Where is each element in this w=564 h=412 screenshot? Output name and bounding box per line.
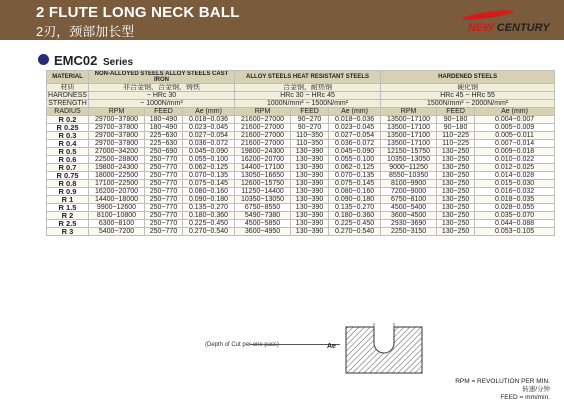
radius-cell: R 0.5 [47, 148, 89, 156]
value-cell: 21600~27000 [235, 132, 291, 140]
value-cell: 13500~17100 [381, 124, 437, 132]
strength-1: ~ 1000N/mm² [89, 100, 235, 108]
feed-header: FEED [145, 108, 183, 116]
strength-2: 1000N/mm² ~ 1500N/mm² [235, 100, 381, 108]
table-row [47, 212, 555, 220]
value-cell: 5400~7200 [89, 228, 145, 236]
value-cell: 18000~22500 [89, 172, 145, 180]
group-name-3: HARDENED STEELS [381, 71, 555, 84]
value-cell: 0.027~0.054 [183, 132, 235, 140]
value-cell: 0.023~0.045 [183, 124, 235, 132]
value-cell: 29700~37800 [89, 124, 145, 132]
value-cell: 250~770 [145, 164, 183, 172]
value-cell: 2930~3690 [381, 220, 437, 228]
value-cell: 225~630 [145, 132, 183, 140]
value-cell: 21600~27000 [235, 140, 291, 148]
value-cell: 250~690 [145, 148, 183, 156]
page-subtitle-cn: 2刃，颈部加长型 [36, 24, 135, 39]
value-cell: 130~250 [437, 228, 475, 236]
value-cell: 130~250 [437, 212, 475, 220]
value-cell: 0.045~0.090 [183, 148, 235, 156]
value-cell: 0.004~0.007 [475, 116, 555, 124]
table-row [47, 164, 555, 172]
value-cell: 130~390 [291, 156, 329, 164]
value-cell: 130~390 [291, 164, 329, 172]
legend-rpm-cn: 转速/分钟 [522, 386, 550, 393]
ae-header: Ae (mm) [183, 108, 235, 116]
value-cell: 21600~27000 [235, 116, 291, 124]
value-cell: 0.028~0.055 [475, 204, 555, 212]
table-row [47, 220, 555, 228]
value-cell: 6750~8550 [235, 204, 291, 212]
value-cell: 0.007~0.014 [475, 140, 555, 148]
value-cell: 19800~24300 [89, 164, 145, 172]
value-cell: 10350~13050 [235, 196, 291, 204]
value-cell: 0.018~0.036 [329, 116, 381, 124]
value-cell: 0.012~0.025 [475, 164, 555, 172]
value-cell: 16200~20700 [235, 156, 291, 164]
material-row [47, 71, 555, 84]
value-cell: 250~770 [145, 188, 183, 196]
value-cell: 0.225~0.450 [329, 220, 381, 228]
value-cell: 90~270 [291, 124, 329, 132]
value-cell: 29700~37800 [89, 116, 145, 124]
hardness-1: ~ HRc 30 [89, 92, 235, 100]
value-cell: 0.180~0.360 [183, 212, 235, 220]
value-cell: 130~390 [291, 228, 329, 236]
value-cell: 0.080~0.160 [183, 188, 235, 196]
value-cell: 0.270~0.540 [329, 228, 381, 236]
value-cell: 250~770 [145, 180, 183, 188]
value-cell: 0.035~0.070 [475, 212, 555, 220]
legend [455, 378, 550, 402]
value-cell: 0.045~0.090 [329, 148, 381, 156]
value-cell: 9900~12600 [89, 204, 145, 212]
value-cell: 14400~17100 [235, 164, 291, 172]
radius-header: RADIUS [47, 108, 89, 116]
value-cell: 250~770 [145, 204, 183, 212]
table-row [47, 156, 555, 164]
value-cell: 0.225~0.450 [183, 220, 235, 228]
value-cell: 6750~8100 [381, 196, 437, 204]
value-cell: 0.023~0.045 [329, 124, 381, 132]
value-cell: 29700~37800 [89, 140, 145, 148]
value-cell: 0.010~0.022 [475, 156, 555, 164]
value-cell: 0.180~0.360 [329, 212, 381, 220]
value-cell: 0.062~0.125 [183, 164, 235, 172]
value-cell: 12600~15750 [235, 180, 291, 188]
table-row [47, 172, 555, 180]
table-row [47, 148, 555, 156]
value-cell: 0.070~0.135 [183, 172, 235, 180]
hardness-3: HRc 45 ~ HRc 55 [381, 92, 555, 100]
value-cell: 180~490 [145, 116, 183, 124]
value-cell: 4500~5850 [235, 220, 291, 228]
column-header-row [47, 108, 555, 116]
hardness-row [47, 92, 555, 100]
value-cell: 0.055~0.100 [329, 156, 381, 164]
table-row [47, 188, 555, 196]
cut-profile-diagram [344, 319, 424, 375]
value-cell: 17100~22500 [89, 180, 145, 188]
ae-header: Ae (mm) [329, 108, 381, 116]
radius-cell: R 0.8 [47, 180, 89, 188]
feed-header: FEED [291, 108, 329, 116]
page-header [0, 0, 564, 40]
value-cell: 10350~13050 [381, 156, 437, 164]
material-cn-label: 材质 [47, 84, 89, 92]
series-bullet-icon [38, 54, 49, 65]
value-cell: 0.018~0.036 [183, 116, 235, 124]
rpm-header: RPM [381, 108, 437, 116]
radius-cell: R 0.2 [47, 116, 89, 124]
value-cell: 110~350 [291, 140, 329, 148]
rpm-header: RPM [235, 108, 291, 116]
value-cell: 12150~15750 [381, 148, 437, 156]
series-code: EMC02 [54, 53, 98, 68]
strength-label: STRENGTH [48, 100, 87, 107]
value-cell: 0.005~0.011 [475, 132, 555, 140]
value-cell: 11250~14400 [235, 188, 291, 196]
value-cell: 9000~11250 [381, 164, 437, 172]
value-cell: 0.080~0.160 [329, 188, 381, 196]
table-row [47, 140, 555, 148]
group-cn-1: 非合金钢，合金钢，铸铁 [89, 84, 235, 92]
value-cell: 0.027~0.054 [329, 132, 381, 140]
value-cell: 110~225 [437, 132, 475, 140]
value-cell: 90~180 [437, 116, 475, 124]
value-cell: 130~250 [437, 164, 475, 172]
value-cell: 8100~9900 [381, 180, 437, 188]
strength-3: 1500N/mm² ~ 2000N/mm² [381, 100, 555, 108]
value-cell: 130~390 [291, 188, 329, 196]
value-cell: 0.075~0.145 [329, 180, 381, 188]
value-cell: 8100~10800 [89, 212, 145, 220]
value-cell: 5490~7380 [235, 212, 291, 220]
value-cell: 0.036~0.072 [183, 140, 235, 148]
value-cell: 0.053~0.105 [475, 228, 555, 236]
hardness-label: HARDNESS [48, 92, 87, 99]
value-cell: 0.090~0.180 [329, 196, 381, 204]
radius-cell: R 2.5 [47, 220, 89, 228]
legend-feed: FEED = mm/min. [500, 394, 550, 401]
value-cell: 27000~34200 [89, 148, 145, 156]
table-row [47, 228, 555, 236]
value-cell: 0.036~0.072 [329, 140, 381, 148]
value-cell: 0.070~0.135 [329, 172, 381, 180]
value-cell: 250~770 [145, 212, 183, 220]
material-label: MATERIAL [47, 71, 89, 84]
rpm-header: RPM [89, 108, 145, 116]
feed-header: FEED [437, 108, 475, 116]
value-cell: 13050~16650 [235, 172, 291, 180]
value-cell: 21600~27000 [235, 124, 291, 132]
value-cell: 0.135~0.270 [329, 204, 381, 212]
value-cell: 130~250 [437, 156, 475, 164]
value-cell: 250~770 [145, 220, 183, 228]
value-cell: 130~390 [291, 180, 329, 188]
table-row [47, 204, 555, 212]
value-cell: 0.018~0.035 [475, 196, 555, 204]
value-cell: 4500~5400 [381, 204, 437, 212]
series-title [54, 53, 133, 68]
value-cell: 130~390 [291, 196, 329, 204]
value-cell: 225~630 [145, 140, 183, 148]
value-cell: 0.075~0.145 [183, 180, 235, 188]
value-cell: 0.270~0.540 [183, 228, 235, 236]
value-cell: 130~250 [437, 220, 475, 228]
value-cell: 16200~20700 [89, 188, 145, 196]
group-name-2: ALLOY STEELS HEAT RESISTANT STEELS [235, 71, 381, 84]
value-cell: 0.055~0.100 [183, 156, 235, 164]
value-cell: 130~390 [291, 148, 329, 156]
brand-name-label: CENTURY [496, 22, 550, 34]
depth-of-cut-note: (Depth of Cut per one pass) [205, 342, 280, 348]
radius-cell: R 0.25 [47, 124, 89, 132]
radius-cell: R 2 [47, 212, 89, 220]
group-cn-3: 硬化钢 [381, 84, 555, 92]
table-row [47, 132, 555, 140]
value-cell: 130~250 [437, 204, 475, 212]
value-cell: 3600~4950 [235, 228, 291, 236]
table-row [47, 116, 555, 124]
value-cell: 130~390 [291, 220, 329, 228]
group-cn-2: 合金钢，耐热钢 [235, 84, 381, 92]
radius-cell: R 0.6 [47, 156, 89, 164]
value-cell: 0.044~0.088 [475, 220, 555, 228]
value-cell: 130~390 [291, 172, 329, 180]
value-cell: 130~250 [437, 172, 475, 180]
value-cell: 29700~37800 [89, 132, 145, 140]
radius-cell: R 0.7 [47, 164, 89, 172]
value-cell: 0.005~0.009 [475, 124, 555, 132]
strength-row [47, 100, 555, 108]
value-cell: 130~250 [437, 196, 475, 204]
value-cell: 0.014~0.028 [475, 172, 555, 180]
value-cell: 2250~3150 [381, 228, 437, 236]
hardness-2: HRc 30 ~ HRc 45 [235, 92, 381, 100]
series-suffix: Series [102, 57, 134, 68]
radius-cell: R 0.3 [47, 132, 89, 140]
table-row [47, 196, 555, 204]
value-cell: 250~770 [145, 196, 183, 204]
value-cell: 0.062~0.125 [329, 164, 381, 172]
radius-cell: R 1 [47, 196, 89, 204]
value-cell: 130~250 [437, 148, 475, 156]
value-cell: 130~250 [437, 180, 475, 188]
value-cell: 0.090~0.180 [183, 196, 235, 204]
value-cell: 180~490 [145, 124, 183, 132]
radius-cell: R 0.4 [47, 140, 89, 148]
value-cell: 14400~18000 [89, 196, 145, 204]
value-cell: 90~180 [437, 124, 475, 132]
value-cell: 0.009~0.018 [475, 148, 555, 156]
ae-diagram-label: Ae [327, 343, 336, 350]
legend-rpm: RPM = REVOLUTION PER MIN. [455, 378, 550, 385]
value-cell: 22500~28800 [89, 156, 145, 164]
table-row [47, 124, 555, 132]
group-name-1: NON-ALLOYED STEELS ALLOY STEELS CAST IRON [89, 71, 235, 84]
radius-cell: R 0.75 [47, 172, 89, 180]
value-cell: 19800~24300 [235, 148, 291, 156]
value-cell: 130~390 [291, 204, 329, 212]
cutting-conditions-table [46, 70, 555, 236]
radius-cell: R 3 [47, 228, 89, 236]
value-cell: 110~225 [437, 140, 475, 148]
radius-cell: R 1.5 [47, 204, 89, 212]
value-cell: 0.016~0.032 [475, 188, 555, 196]
value-cell: 130~390 [291, 212, 329, 220]
value-cell: 3600~4500 [381, 212, 437, 220]
value-cell: 130~250 [437, 188, 475, 196]
value-cell: 90~270 [291, 116, 329, 124]
material-cn-row [47, 84, 555, 92]
value-cell: 0.015~0.030 [475, 180, 555, 188]
value-cell: 13500~17100 [381, 116, 437, 124]
brand-logo [468, 22, 550, 34]
value-cell: 13500~17100 [381, 140, 437, 148]
value-cell: 110~350 [291, 132, 329, 140]
brand-new-label: NEW [468, 22, 494, 34]
value-cell: 6300~8100 [89, 220, 145, 228]
value-cell: 13500~17100 [381, 132, 437, 140]
value-cell: 7200~9000 [381, 188, 437, 196]
radius-cell: R 0.9 [47, 188, 89, 196]
value-cell: 8550~10350 [381, 172, 437, 180]
ae-header: Ae (mm) [475, 108, 555, 116]
value-cell: 250~770 [145, 156, 183, 164]
value-cell: 250~770 [145, 172, 183, 180]
value-cell: 0.135~0.270 [183, 204, 235, 212]
table-row [47, 180, 555, 188]
page-title: 2 FLUTE LONG NECK BALL [36, 4, 240, 21]
value-cell: 250~770 [145, 228, 183, 236]
